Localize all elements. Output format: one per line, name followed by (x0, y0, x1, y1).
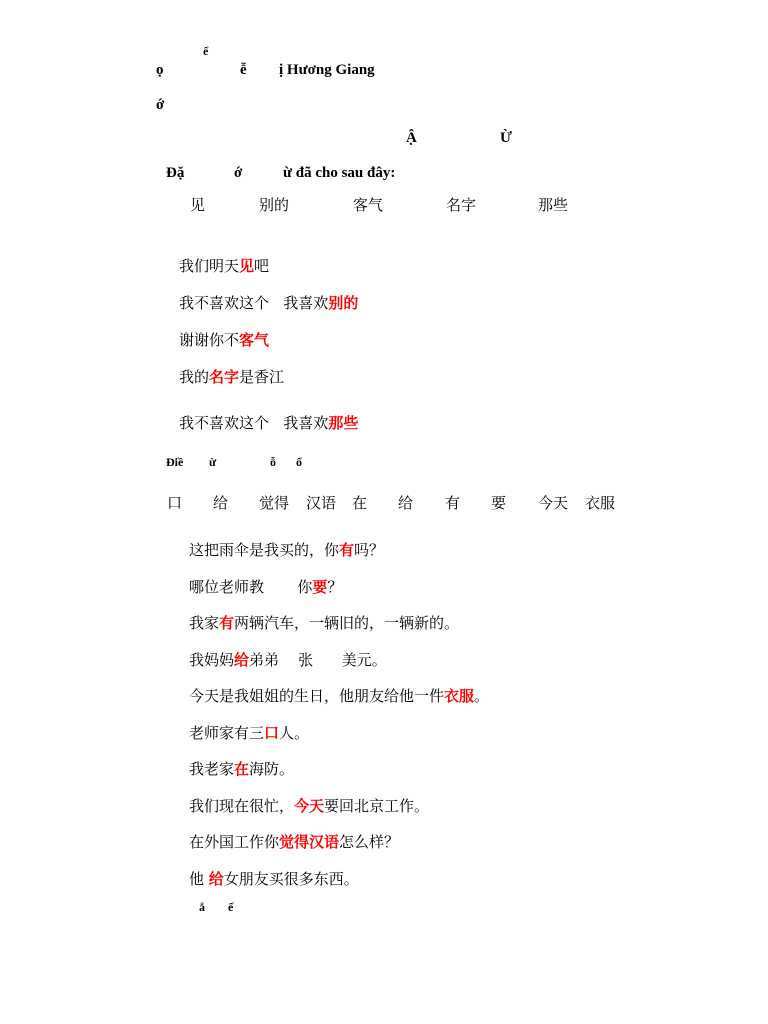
section2-title-d: ố (296, 455, 302, 469)
header-author: ị Hương Giang (279, 62, 375, 78)
exercise2-sentence: 老师家有三口人。 (189, 724, 310, 742)
header-top-mark: ể (203, 44, 209, 58)
answer: 有 (339, 541, 355, 559)
answer: 给 (208, 870, 224, 888)
section1-title-a: Đặ (166, 165, 185, 181)
word-bank-item: 汉语 (306, 494, 337, 512)
section2-title-c: ỗ (270, 455, 276, 469)
exercise2-sentence: 他 给女朋友买很多东西。 (189, 870, 359, 888)
word-bank-item: 给 (213, 494, 229, 512)
word-bank-item: 今天 (538, 494, 569, 512)
answer: 见 (239, 257, 255, 275)
word-bank-item: 见 (190, 196, 206, 214)
header-line2: ớ (156, 97, 165, 113)
word-bank-item: 别的 (259, 196, 290, 214)
answer: 别的 (328, 294, 359, 312)
word-bank-item: 客气 (353, 196, 384, 214)
header-line1-b: ễ (240, 62, 247, 78)
word-bank-item: 衣服 (585, 494, 616, 512)
header-line3-b: Ừ (500, 130, 512, 146)
exercise2-sentence: 在外国工作你觉得汉语怎么样？ (189, 833, 400, 851)
exercise2-sentence: 我们现在很忙，今天要回北京工作。 (189, 797, 430, 815)
answer: 给 (234, 651, 250, 669)
word-bank-item: 有 (445, 494, 461, 512)
answer: 觉得汉语 (279, 833, 340, 851)
section1-title-b: ớ (234, 165, 243, 181)
section2-title-a: Điề (166, 455, 184, 469)
answer: 那些 (328, 414, 359, 432)
word-bank-item: 那些 (538, 196, 569, 214)
header-line3-a: Ậ (406, 130, 417, 146)
exercise1-sentence: 谢谢你不客气 (179, 331, 270, 349)
answer: 名字 (209, 368, 240, 386)
exercise1-sentence: 我的名字是香江 (179, 368, 285, 386)
footer-mark-a: ắ (199, 900, 205, 914)
exercise2-sentence: 我妈妈给弟弟 张 美元。 (189, 651, 387, 669)
word-bank-item: 觉得 (259, 494, 290, 512)
section2-title-b: ừ (209, 455, 217, 469)
answer: 在 (234, 760, 250, 778)
exercise2-sentence: 这把雨伞是我买的，你有吗？ (189, 541, 385, 559)
exercise1-sentence: 我们明天见吧 (179, 257, 270, 275)
word-bank-item: 给 (398, 494, 414, 512)
header-line1-a: ọ (156, 62, 164, 78)
word-bank-item: 名字 (446, 196, 477, 214)
answer: 口 (264, 724, 280, 742)
exercise2-sentence: 我老家在海防。 (189, 760, 295, 778)
exercise2-sentence: 哪位老师教 你要？ (189, 578, 343, 596)
answer: 客气 (239, 331, 270, 349)
answer: 衣服 (444, 687, 475, 705)
answer: 要 (312, 578, 328, 596)
exercise1-sentence: 我不喜欢这个 我喜欢别的 (179, 294, 359, 312)
answer: 有 (219, 614, 235, 632)
word-bank-item: 在 (352, 494, 368, 512)
answer: 今天 (294, 797, 325, 815)
exercise2-sentence: 今天是我姐姐的生日，他朋友给他一件衣服。 (189, 687, 490, 705)
footer-mark-b: ế (228, 900, 234, 914)
section1-title-c: ừ đã cho sau đây: (283, 165, 396, 181)
word-bank-item: 要 (491, 494, 507, 512)
word-bank-item: 口 (167, 494, 183, 512)
exercise2-sentence: 我家有两辆汽车，一辆旧的，一辆新的。 (189, 614, 460, 632)
exercise1-sentence: 我不喜欢这个 我喜欢那些 (179, 414, 359, 432)
